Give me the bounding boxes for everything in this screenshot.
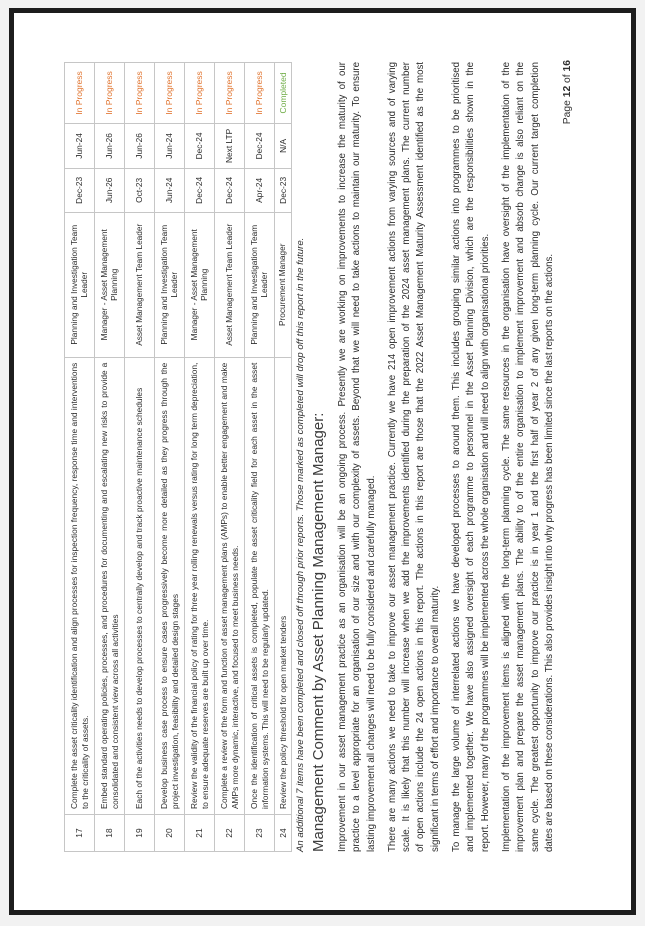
- row-number-cell-text: 18: [104, 828, 115, 838]
- original-date-cell: [185, 168, 214, 212]
- description-cell: [65, 357, 94, 814]
- responsible-cell-text: Planning and Investigation Team Leader: [248, 224, 269, 345]
- responsible-cell: [155, 212, 184, 357]
- status-cell: [215, 62, 244, 123]
- responsible-cell-text: Manager - Asset Management Planning: [98, 229, 119, 341]
- responsible-cell: [245, 212, 274, 357]
- description-cell: [275, 357, 291, 814]
- target-date-cell-text: Dec-24: [194, 132, 205, 160]
- description-cell-text: Each of the activities needs to develop processes to centrally develop and track proactive maintenance schedules: [134, 387, 145, 810]
- description-cell-text: Once the identification of critical assets is completed, populate the asset criticality field for each asset in the asset information systems. This will need to be regularly updated.: [249, 362, 270, 810]
- target-date-cell-text: Jun-26: [104, 133, 115, 159]
- comment-paragraph-3: [450, 62, 493, 852]
- status-cell-text: In Progress: [194, 71, 205, 115]
- responsible-cell-text: Manager - Asset Management Planning: [188, 229, 209, 341]
- responsible-cell-text: Asset Management Team Leader: [133, 223, 144, 346]
- target-date-cell: [245, 123, 274, 168]
- original-date-cell: [215, 168, 244, 212]
- original-date-cell: [125, 168, 154, 212]
- paragraph-line: of open actions include the 24 open actions in this report. The actions in this report are those that the 2022 Asset Management Maturity Assessment identified as the most: [415, 62, 427, 852]
- original-date-cell-text: Oct-23: [134, 177, 145, 203]
- status-cell-text: In Progress: [164, 71, 175, 115]
- responsible-cell: [125, 212, 154, 357]
- original-date-cell-text: Dec-24: [224, 176, 235, 204]
- table-row-21: [185, 62, 215, 851]
- target-date-cell: [185, 123, 214, 168]
- target-date-cell-text: Dec-24: [254, 132, 265, 160]
- status-cell: [275, 62, 291, 123]
- row-number-cell: [245, 814, 274, 851]
- description-cell: [245, 357, 274, 814]
- description-cell-text: Review the policy threshold for open market tenders: [277, 615, 288, 810]
- comment-paragraph-4: [500, 62, 557, 852]
- row-number-cell: [125, 814, 154, 851]
- status-cell-text: Completed: [277, 72, 288, 114]
- table-row-22: [215, 62, 245, 851]
- section-heading: Management Comment by Asset Planning Management Manager:: [310, 412, 327, 852]
- row-number-cell-text: 23: [254, 828, 265, 838]
- rotated-document-page: [14, 13, 630, 907]
- paragraph-line: and implemented together. We have also assigned oversight of each programme to personnel in the Asset Planning Division, which are the responsibilities shown in the: [465, 62, 477, 852]
- footer-label: Page: [562, 100, 573, 125]
- description-cell: [95, 357, 124, 814]
- original-date-cell-text: Jun-24: [164, 177, 175, 204]
- comment-paragraph-1: [336, 62, 379, 852]
- description-cell-text: Review the validity of the financial policy of rating for three year rolling renewals versus rating for long term depreciation, to ensure adequate reserves are built up over time.: [189, 362, 210, 810]
- paragraph-line: report. However, many of the programmes will be implemented across the whole organisation and will need to align with organisational priorities.: [479, 233, 491, 852]
- row-number-cell: [65, 814, 94, 851]
- target-date-cell: [65, 123, 94, 168]
- responsible-cell-text: Planning and Investigation Team Leader: [68, 224, 89, 345]
- status-cell: [155, 62, 184, 123]
- description-cell: [155, 357, 184, 814]
- target-date-cell-text: Next LTP: [224, 128, 235, 164]
- row-number-cell-text: 17: [74, 828, 85, 838]
- paragraph-line: improvement plan and prepare the asset management plans. The ability to of the entire organisation to implement improvement and absorb change is also reliant on the: [515, 62, 527, 852]
- paragraph-line: Implementation of the improvement items is aligned with the long-term planning cycle. The same resources in the organisation have oversight of the implementation of the: [500, 62, 512, 852]
- status-cell: [185, 62, 214, 123]
- target-date-cell: [215, 123, 244, 168]
- original-date-cell: [155, 168, 184, 212]
- table-row-24: [275, 62, 292, 851]
- footer-total-pages: 16: [562, 60, 573, 72]
- target-date-cell-text: Jun-24: [164, 133, 175, 159]
- footer-of: of: [562, 74, 573, 83]
- target-date-cell: [275, 123, 291, 168]
- status-cell-text: In Progress: [134, 71, 145, 115]
- description-cell-text: Complete a review of the form and function of asset management plans (AMPs) to enable better engagement and make AMPs more dynamic, interactive, and focused to meet business needs.: [219, 362, 240, 810]
- comment-paragraph-2: [386, 62, 443, 852]
- row-number-cell: [155, 814, 184, 851]
- paragraph-line: significant in terms of effort and importance to overall maturity.: [429, 585, 441, 852]
- description-cell: [185, 357, 214, 814]
- description-cell-text: Complete the asset criticality identification and align processes for inspection frequency, response time and interventions to the criticality of assets.: [69, 362, 90, 810]
- target-date-cell-text: Jun-26: [134, 133, 145, 159]
- page-frame: [9, 8, 636, 915]
- original-date-cell-text: Apr-24: [254, 177, 265, 203]
- table-row-20: [155, 62, 185, 851]
- original-date-cell: [275, 168, 291, 212]
- status-cell: [125, 62, 154, 123]
- original-date-cell-text: Dec-24: [194, 176, 205, 204]
- responsible-cell-text: Planning and Investigation Team Leader: [158, 224, 179, 345]
- responsible-cell: [275, 212, 291, 357]
- row-number-cell: [95, 814, 124, 851]
- target-date-cell-text: Jun-24: [74, 133, 85, 159]
- paragraph-line: same cycle. The greatest opportunity to improve our practice is in year 1 and the first half of year 2 of any given long-term planning cycle. Our current target completion: [529, 62, 541, 852]
- target-date-cell: [155, 123, 184, 168]
- responsible-cell-text: Procurement Manager: [277, 243, 288, 327]
- row-number-cell: [275, 814, 291, 851]
- paragraph-line: dates are based on these considerations. This also provides insight into why progress has been limited since the last reports on the actions.: [543, 253, 555, 852]
- original-date-cell: [95, 168, 124, 212]
- table-note: An additional 7 items have been completed and closed off through prior reports. Those marked as completed will drop off this report in the future.: [295, 237, 306, 852]
- status-cell-text: In Progress: [104, 71, 115, 115]
- responsible-cell: [185, 212, 214, 357]
- row-number-cell-text: 24: [277, 828, 288, 838]
- target-date-cell: [125, 123, 154, 168]
- table-row-19: [125, 62, 155, 851]
- status-cell: [245, 62, 274, 123]
- responsible-cell: [215, 212, 244, 357]
- row-number-cell-text: 20: [164, 828, 175, 838]
- management-comment-paragraphs: [336, 62, 564, 852]
- description-cell-text: Develop business case process to ensure cases progressively become more detailed as they progress through the project investigation, feasibility and detailed design stages: [159, 362, 180, 810]
- description-cell: [125, 357, 154, 814]
- row-number-cell-text: 22: [224, 828, 235, 838]
- table-row-23: [245, 62, 275, 851]
- row-number-cell-text: 21: [194, 828, 205, 838]
- original-date-cell-text: Jun-26: [104, 177, 115, 204]
- row-number-cell-text: 19: [134, 828, 145, 838]
- responsible-cell-text: Asset Management Team Leader: [223, 223, 234, 346]
- original-date-cell: [245, 168, 274, 212]
- responsible-cell: [95, 212, 124, 357]
- status-cell-text: In Progress: [254, 71, 265, 115]
- paragraph-line: lasting improvement all changes will need to be fully considered and carefully managed.: [365, 475, 377, 852]
- status-cell: [95, 62, 124, 123]
- target-date-cell-text: N/A: [277, 138, 288, 153]
- original-date-cell-text: Dec-23: [277, 176, 288, 204]
- page-footer: [562, 60, 573, 852]
- description-cell: [215, 357, 244, 814]
- paragraph-line: To manage the large volume of interrelated actions we have developed processes to around them. This includes grouping similar actions into programmes to be prioritised: [451, 62, 463, 852]
- row-number-cell: [215, 814, 244, 851]
- description-cell-text: Embed standard operating policies, processes, and procedures for documenting and escalating new risks to provide a consolidated and consistent view across all activities: [99, 362, 120, 810]
- status-cell-text: In Progress: [74, 71, 85, 115]
- paragraph-line: Improvement in our asset management practice as an organisation will be an ongoing process. Presently we are working on improvements to increase the maturity of our: [337, 62, 348, 852]
- original-date-cell: [65, 168, 94, 212]
- status-cell: [65, 62, 94, 123]
- paragraph-line: There are many actions we need to take to improve our asset management practice. Currently we have 214 open improvement actions from varying sources and of varying: [386, 62, 398, 852]
- paragraph-line: practice to a level appropriate for an organisation of our size and with our complexity of assets. Beyond that we will need to take actions to maintain our maturity. To ensure: [351, 62, 363, 852]
- status-cell-text: In Progress: [224, 71, 235, 115]
- table-row-17: [65, 62, 95, 851]
- footer-page-number: 12: [562, 85, 573, 98]
- original-date-cell-text: Dec-23: [74, 176, 85, 204]
- responsible-cell: [65, 212, 94, 357]
- row-number-cell: [185, 814, 214, 851]
- improvement-actions-table: [64, 62, 292, 852]
- target-date-cell: [95, 123, 124, 168]
- table-row-18: [95, 62, 125, 851]
- paragraph-line: scale. It is likely that this number will increase when we add the improvements identified during the preparation of the 2024 asset management plans. The current number: [401, 62, 413, 852]
